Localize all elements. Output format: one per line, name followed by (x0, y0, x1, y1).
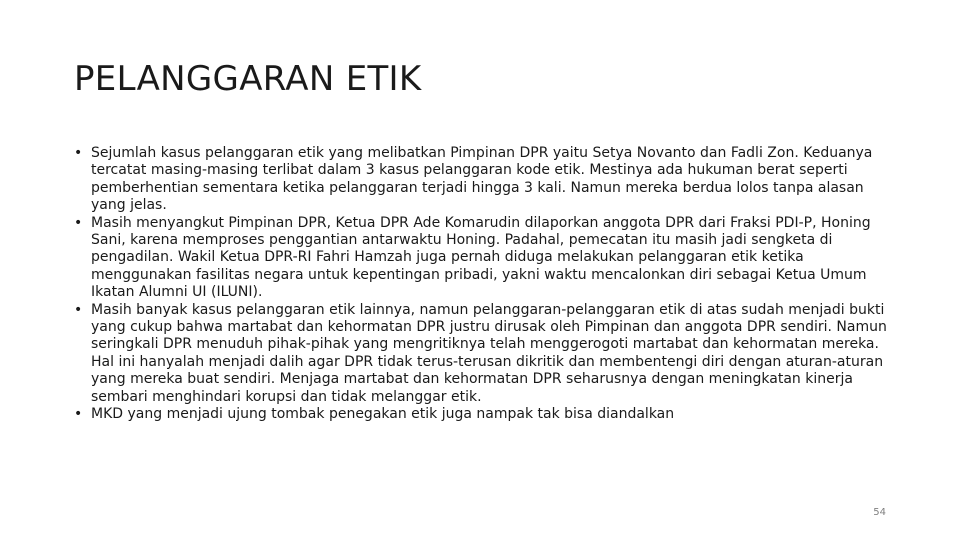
bullet-text: Masih banyak kasus pelanggaran etik lainnya, namun pelanggaran-pelanggaran etik di atas sudah menjadi bukti yang cukup bahwa martabat dan kehormatan DPR justru dirusak oleh Pimpinan dan anggota DPR sendiri. Namun seringkali DPR menuduh pihak-pihak yang mengritiknya telah menggerogoti martabat dan kehormatan mereka. Hal ini hanyalah menjadi dalih agar DPR tidak terus-terusan dikritik dan membentengi diri dengan aturan-aturan yang mereka buat sendiri. Menjaga martabat dan kehormatan DPR seharusnya dengan meningkatan kinerja sembari menghindari korupsi dan tidak melanggar etik. (91, 301, 887, 405)
bullet-item (74, 302, 890, 406)
slide-title: PELANGGARAN ETIK (74, 59, 422, 99)
bullet-marker: • (74, 301, 83, 318)
bullet-marker: • (74, 406, 83, 423)
bullet-text: Masih menyangkut Pimpinan DPR, Ketua DPR Ade Komarudin dilaporkan anggota DPR dari Fraksi PDI-P, Honing Sani, karena memproses penggantian antarwaktu Honing. Padahal, pemecatan itu masih jadi sengketa di pengadilan. Wakil Ketua DPR-RI Fahri Hamzah juga pernah diduga melakukan pelanggaran etik ketika menggunakan fasilitas negara untuk kepentingan pribadi, yakni waktu mencalonkan diri sebagai Ketua Umum Ikatan Alumni UI (ILUNI). (91, 214, 871, 301)
bullet-text: Sejumlah kasus pelanggaran etik yang melibatkan Pimpinan DPR yaitu Setya Novanto dan Fadli Zon. Keduanya tercatat masing-masing terlibat dalam 3 kasus pelanggaran kode etik. Mestinya ada hukuman berat seperti pemberhentian sementara ketika pelanggaran terjadi hingga 3 kali. Namun mereka berdua lolos tanpa alasan yang jelas. (91, 145, 873, 214)
bullet-marker: • (74, 145, 83, 161)
bullet-marker: • (74, 214, 83, 231)
bullet-list (74, 145, 890, 424)
bullet-text: MKD yang menjadi ujung tombak penegakan etik juga nampak tak bisa diandalkan (91, 406, 675, 423)
bullet-item (74, 215, 890, 302)
bullet-item (74, 406, 890, 423)
page-number: 54 (873, 507, 886, 518)
bullet-item (74, 145, 890, 215)
